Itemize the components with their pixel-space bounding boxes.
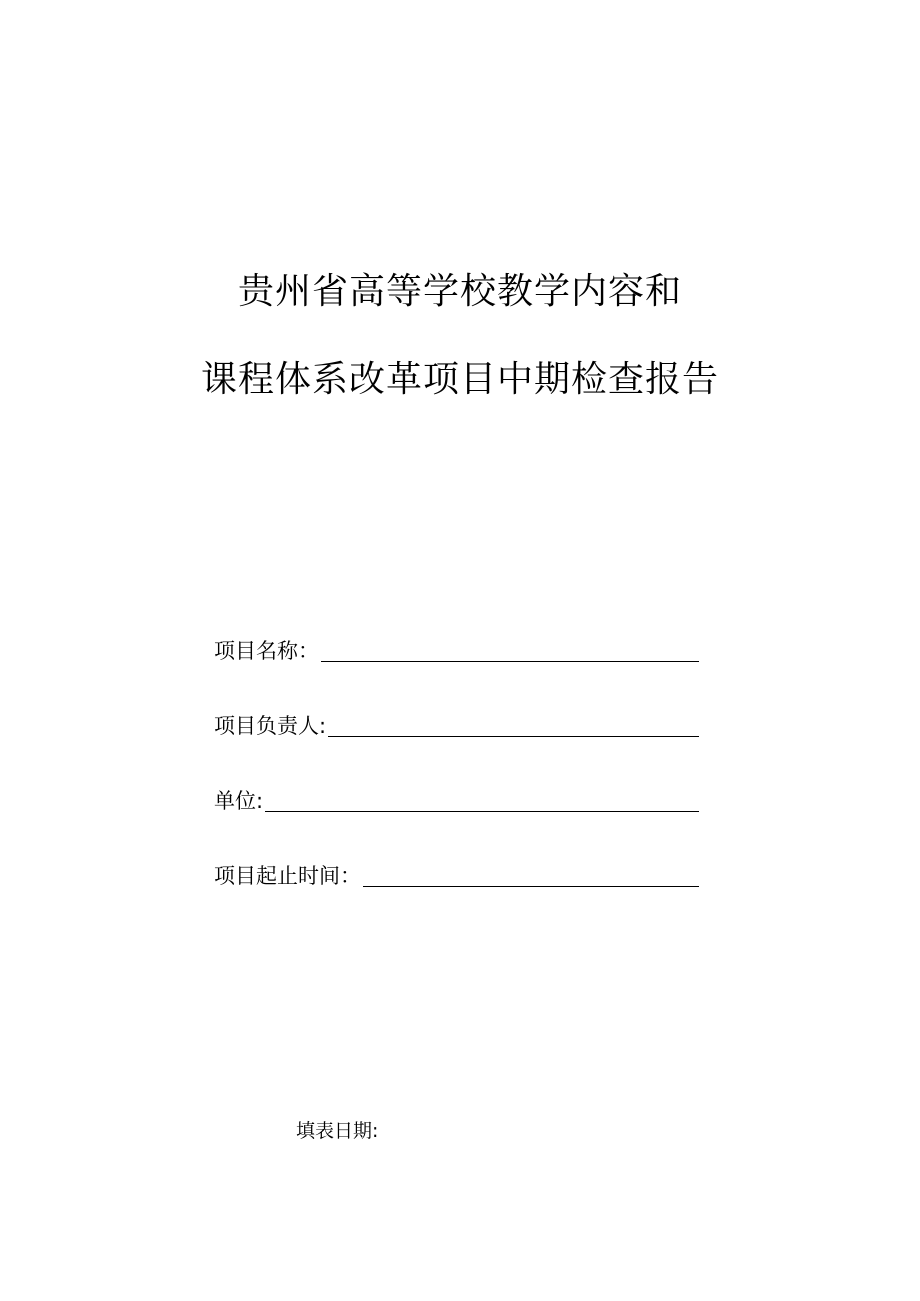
- project-leader-field: [214, 707, 699, 741]
- unit-field: [214, 782, 699, 816]
- project-name-label: 项目名称：: [214, 639, 319, 663]
- project-period-label: 项目起止时间：: [214, 864, 361, 888]
- project-period-blank: [363, 858, 699, 887]
- document-title-line-2: 课程体系改革项目中期检查报告: [200, 359, 719, 400]
- project-name-blank: [321, 633, 699, 662]
- project-leader-label: 项目负责人:: [214, 714, 327, 738]
- project-name-field: [214, 632, 699, 666]
- document-title-line-1: 贵州省高等学校教学内容和: [237, 271, 682, 312]
- fill-date-label: 填表日期:: [296, 1120, 379, 1142]
- project-leader-blank: [328, 708, 699, 737]
- unit-label: 单位:: [214, 789, 264, 813]
- project-period-field: [214, 857, 699, 891]
- unit-blank: [265, 783, 699, 812]
